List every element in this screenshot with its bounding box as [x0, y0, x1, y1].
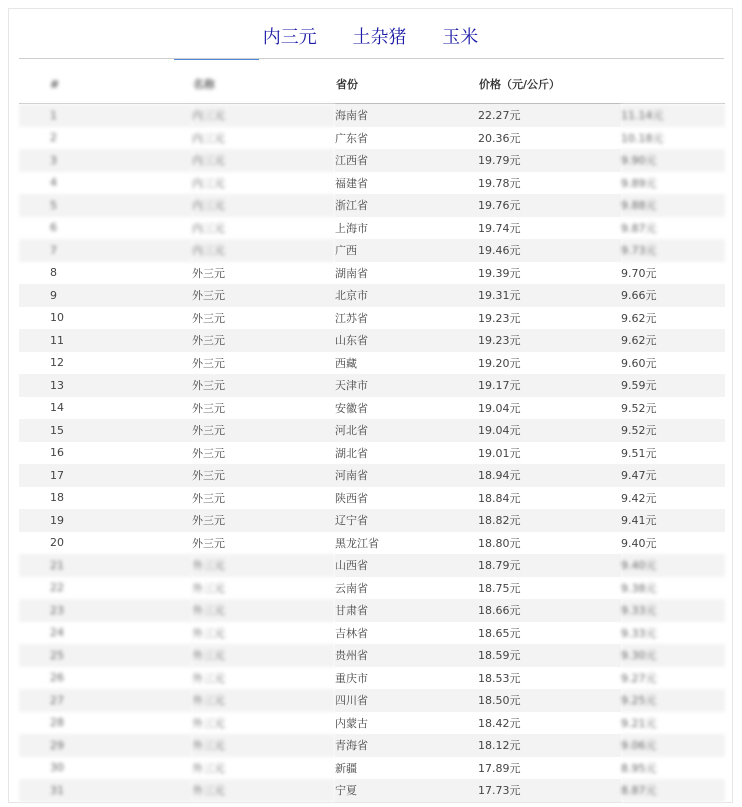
cell-price: 19.39元	[478, 266, 521, 280]
cell-name: 外三元	[192, 599, 335, 622]
cell-extra: 9.66元	[621, 284, 725, 307]
table-row	[19, 577, 725, 600]
cell-price: 19.46元	[478, 239, 621, 262]
table-row	[19, 554, 725, 577]
cell-province: 宁夏	[335, 779, 478, 802]
tab-bar	[9, 23, 732, 63]
cell-province: 新疆	[335, 761, 357, 775]
cell-extra: 9.70元	[621, 266, 657, 280]
cell-price: 19.78元	[478, 176, 521, 190]
cell-rank: 29	[19, 734, 192, 757]
cell-province: 江苏省	[335, 311, 368, 325]
table-body	[19, 104, 725, 802]
table-row	[19, 284, 725, 307]
cell-name: 外三元	[192, 671, 225, 685]
cell-extra: 9.62元	[621, 311, 657, 325]
table-row	[19, 239, 725, 262]
tab-neisanyuan[interactable]: 内三元	[262, 27, 317, 48]
cell-name: 内三元	[192, 176, 225, 190]
cell-extra: 9.88元	[621, 194, 725, 217]
table-row	[19, 667, 725, 690]
cell-rank: 24	[50, 626, 64, 640]
cell-rank: 22	[50, 581, 64, 595]
cell-province: 青海省	[335, 734, 478, 757]
cell-price: 19.31元	[478, 284, 621, 307]
cell-rank: 14	[50, 401, 64, 415]
cell-rank: 27	[19, 689, 192, 712]
cell-rank: 20	[50, 536, 64, 550]
table-row	[19, 127, 725, 150]
table-row	[19, 734, 725, 757]
cell-name: 外三元	[192, 464, 335, 487]
cell-province: 山西省	[335, 554, 478, 577]
price-table	[19, 65, 725, 802]
cell-rank: 1	[19, 104, 192, 127]
cell-name: 外三元	[192, 689, 335, 712]
cell-extra: 11.14元	[621, 104, 725, 127]
cell-extra: 9.62元	[621, 329, 725, 352]
cell-price: 19.01元	[478, 446, 521, 460]
cell-extra: 8.87元	[621, 779, 725, 802]
table-row	[19, 419, 725, 442]
cell-extra: 9.89元	[621, 176, 657, 190]
cell-price: 17.73元	[478, 779, 621, 802]
cell-province: 福建省	[335, 176, 368, 190]
cell-price: 19.79元	[478, 149, 621, 172]
cell-extra: 9.38元	[621, 581, 657, 595]
cell-price: 18.50元	[478, 689, 621, 712]
cell-province: 黑龙江省	[335, 536, 379, 550]
cell-province: 海南省	[335, 104, 478, 127]
cell-extra: 9.42元	[621, 491, 657, 505]
cell-province: 安徽省	[335, 401, 368, 415]
cell-name: 外三元	[192, 536, 225, 550]
table-row	[19, 532, 725, 555]
cell-price: 18.42元	[478, 716, 521, 730]
cell-price: 19.04元	[478, 401, 521, 415]
cell-rank: 28	[50, 716, 64, 730]
cell-extra: 9.25元	[621, 689, 725, 712]
cell-name: 外三元	[192, 779, 335, 802]
cell-extra: 9.40元	[621, 554, 725, 577]
cell-extra: 9.73元	[621, 239, 725, 262]
cell-name: 外三元	[192, 644, 335, 667]
table-row	[19, 217, 725, 240]
cell-province: 天津市	[335, 374, 478, 397]
cell-province: 山东省	[335, 329, 478, 352]
header-price: 价格（元/公斤）	[478, 65, 621, 104]
table-row	[19, 757, 725, 780]
cell-extra: 9.52元	[621, 401, 657, 415]
cell-name: 内三元	[192, 221, 225, 235]
price-panel	[8, 8, 733, 803]
cell-extra: 9.87元	[621, 221, 657, 235]
cell-province: 广西	[335, 239, 478, 262]
cell-price: 18.75元	[478, 581, 521, 595]
cell-name: 外三元	[192, 509, 335, 532]
cell-rank: 18	[50, 491, 64, 505]
table-row	[19, 622, 725, 645]
cell-rank: 26	[50, 671, 64, 685]
cell-name: 外三元	[192, 284, 335, 307]
cell-price: 18.84元	[478, 491, 521, 505]
cell-rank: 3	[19, 149, 192, 172]
header-name: 名称	[192, 65, 335, 104]
cell-price: 18.65元	[478, 626, 521, 640]
table-row	[19, 442, 725, 465]
cell-rank: 13	[19, 374, 192, 397]
cell-rank: 4	[50, 176, 57, 190]
cell-extra: 9.51元	[621, 446, 657, 460]
cell-extra: 9.59元	[621, 374, 725, 397]
cell-extra: 9.30元	[621, 644, 725, 667]
cell-rank: 31	[19, 779, 192, 802]
table-row	[19, 172, 725, 195]
cell-extra: 9.47元	[621, 464, 725, 487]
cell-name: 外三元	[192, 554, 335, 577]
table-row	[19, 397, 725, 420]
table-row	[19, 149, 725, 172]
cell-province: 江西省	[335, 149, 478, 172]
table-row	[19, 689, 725, 712]
table-row	[19, 712, 725, 735]
cell-extra: 9.21元	[621, 716, 657, 730]
table-row	[19, 374, 725, 397]
cell-province: 北京市	[335, 284, 478, 307]
cell-name: 外三元	[192, 761, 225, 775]
cell-extra: 9.60元	[621, 356, 657, 370]
cell-name: 内三元	[192, 104, 335, 127]
cell-price: 18.94元	[478, 464, 621, 487]
cell-province: 上海市	[335, 221, 368, 235]
tab-divider	[19, 58, 724, 59]
table-row	[19, 644, 725, 667]
cell-province: 重庆市	[335, 671, 368, 685]
cell-rank: 9	[19, 284, 192, 307]
cell-extra: 9.52元	[621, 419, 725, 442]
table-row	[19, 487, 725, 510]
cell-province: 甘肃省	[335, 599, 478, 622]
cell-price: 18.66元	[478, 599, 621, 622]
cell-extra: 10.18元	[621, 131, 664, 145]
cell-price: 18.82元	[478, 509, 621, 532]
cell-price: 18.53元	[478, 671, 521, 685]
cell-name: 外三元	[192, 581, 225, 595]
cell-rank: 19	[19, 509, 192, 532]
cell-province: 湖南省	[335, 266, 368, 280]
table-row	[19, 464, 725, 487]
cell-province: 辽宁省	[335, 509, 478, 532]
cell-name: 内三元	[192, 194, 335, 217]
table-row	[19, 262, 725, 285]
cell-price: 19.17元	[478, 374, 621, 397]
cell-province: 内蒙古	[335, 716, 368, 730]
cell-name: 外三元	[192, 419, 335, 442]
cell-name: 外三元	[192, 734, 335, 757]
tab-tuzazhu[interactable]: 土杂猪	[352, 27, 407, 48]
cell-name: 外三元	[192, 716, 225, 730]
cell-rank: 17	[19, 464, 192, 487]
cell-province: 河北省	[335, 419, 478, 442]
cell-extra: 9.41元	[621, 509, 725, 532]
cell-extra: 9.06元	[621, 734, 725, 757]
cell-rank: 12	[50, 356, 64, 370]
cell-name: 内三元	[192, 131, 225, 145]
cell-rank: 5	[19, 194, 192, 217]
cell-rank: 30	[50, 761, 64, 775]
cell-name: 内三元	[192, 239, 335, 262]
cell-rank: 23	[19, 599, 192, 622]
header-extra	[621, 65, 725, 104]
table-row	[19, 104, 725, 127]
cell-province: 河南省	[335, 464, 478, 487]
table-row	[19, 509, 725, 532]
cell-name: 外三元	[192, 311, 225, 325]
cell-name: 外三元	[192, 356, 225, 370]
header-province: 省份	[335, 65, 478, 104]
table-row	[19, 599, 725, 622]
cell-rank: 7	[19, 239, 192, 262]
table-header-row	[19, 65, 725, 104]
cell-extra: 9.40元	[621, 536, 657, 550]
table-row	[19, 194, 725, 217]
cell-extra: 9.90元	[621, 149, 725, 172]
cell-extra: 9.33元	[621, 599, 725, 622]
cell-extra: 9.33元	[621, 626, 657, 640]
cell-price: 20.36元	[478, 131, 521, 145]
cell-price: 19.23元	[478, 311, 521, 325]
cell-province: 四川省	[335, 689, 478, 712]
cell-rank: 16	[50, 446, 64, 460]
table-row	[19, 329, 725, 352]
table-row	[19, 779, 725, 802]
cell-name: 内三元	[192, 149, 335, 172]
cell-price: 19.20元	[478, 356, 521, 370]
cell-province: 广东省	[335, 131, 368, 145]
cell-name: 外三元	[192, 401, 225, 415]
cell-price: 18.80元	[478, 536, 521, 550]
cell-rank: 6	[50, 221, 57, 235]
cell-price: 19.04元	[478, 419, 621, 442]
cell-province: 陕西省	[335, 491, 368, 505]
cell-price: 18.79元	[478, 554, 621, 577]
cell-province: 云南省	[335, 581, 368, 595]
table-row	[19, 307, 725, 330]
cell-price: 19.76元	[478, 194, 621, 217]
cell-price: 18.12元	[478, 734, 621, 757]
cell-name: 外三元	[192, 491, 225, 505]
cell-price: 22.27元	[478, 104, 621, 127]
cell-province: 吉林省	[335, 626, 368, 640]
cell-rank: 10	[50, 311, 64, 325]
cell-rank: 11	[19, 329, 192, 352]
cell-rank: 15	[19, 419, 192, 442]
cell-extra: 9.27元	[621, 671, 657, 685]
cell-province: 湖北省	[335, 446, 368, 460]
tab-yumi[interactable]: 玉米	[442, 27, 479, 48]
cell-price: 19.74元	[478, 221, 521, 235]
cell-name: 外三元	[192, 626, 225, 640]
cell-name: 外三元	[192, 329, 335, 352]
cell-rank: 8	[50, 266, 57, 280]
cell-province: 西藏	[335, 356, 357, 370]
cell-rank: 25	[19, 644, 192, 667]
cell-name: 外三元	[192, 446, 225, 460]
cell-price: 19.23元	[478, 329, 621, 352]
cell-rank: 2	[50, 131, 57, 145]
table-row	[19, 352, 725, 375]
cell-price: 17.89元	[478, 761, 521, 775]
cell-price: 18.59元	[478, 644, 621, 667]
header-rank: #	[19, 65, 192, 104]
cell-name: 外三元	[192, 374, 335, 397]
cell-rank: 21	[19, 554, 192, 577]
cell-extra: 8.95元	[621, 761, 657, 775]
cell-name: 外三元	[192, 266, 225, 280]
cell-province: 浙江省	[335, 194, 478, 217]
cell-province: 贵州省	[335, 644, 478, 667]
